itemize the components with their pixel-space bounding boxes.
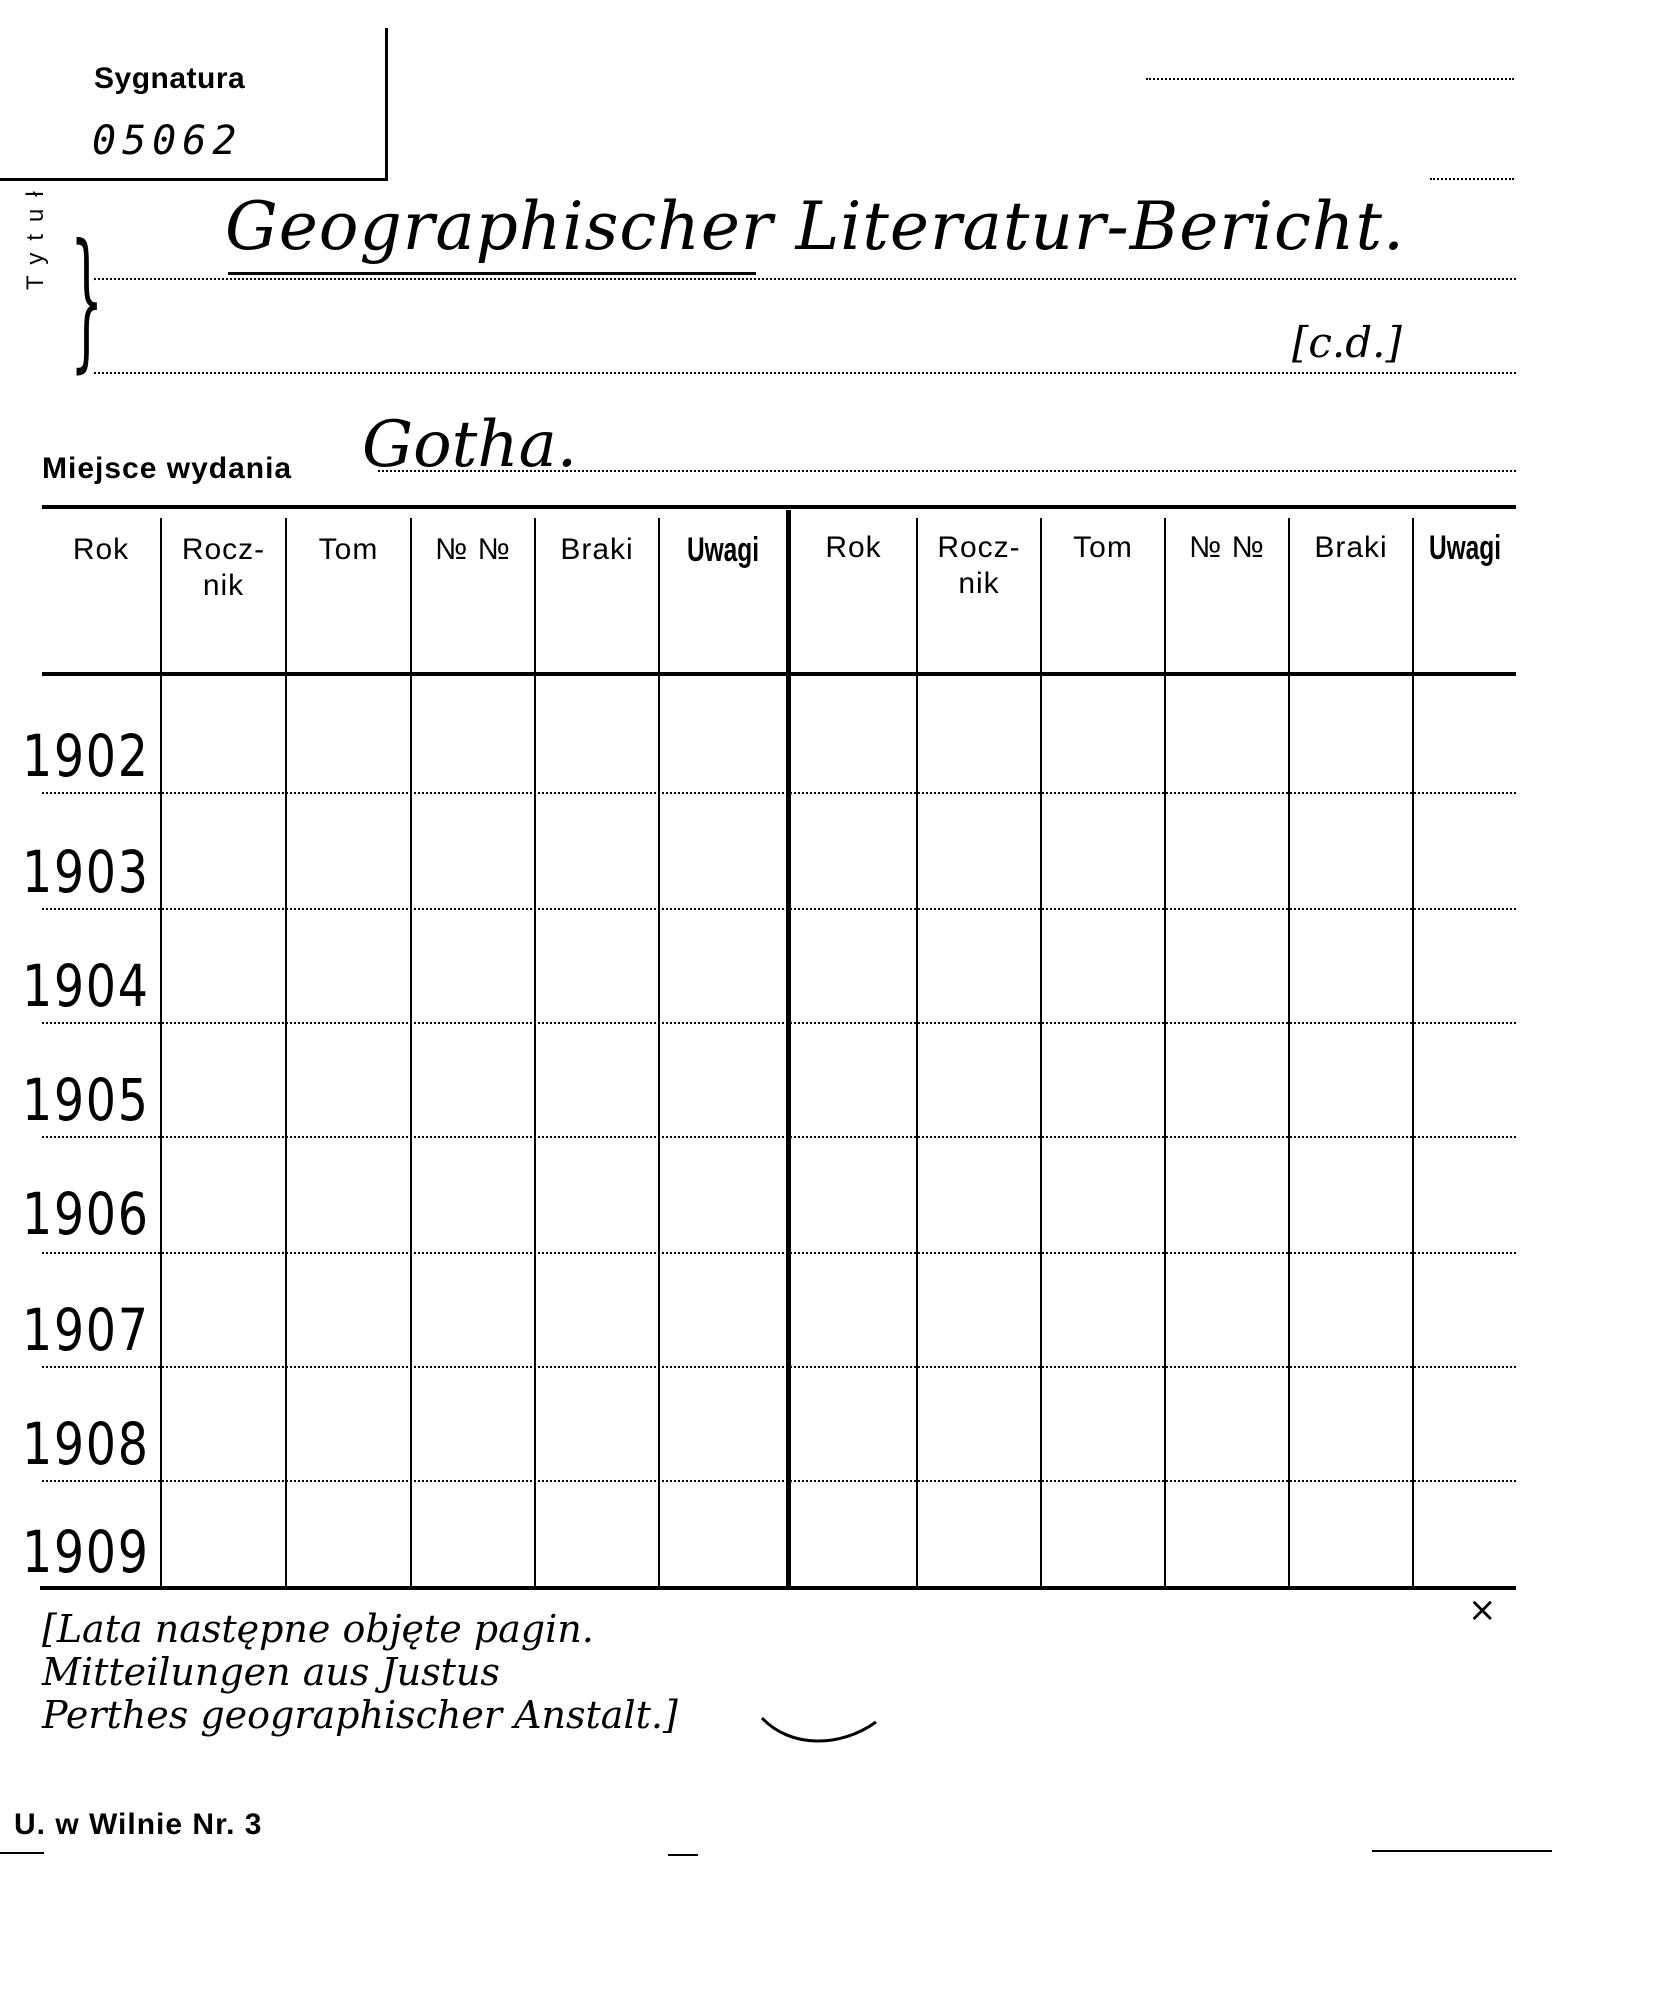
header-rocznik: Rocz- nik: [181, 533, 266, 602]
title-continuation-mark: [c.d.]: [1292, 318, 1402, 367]
year-cell[interactable]: 1908: [22, 1410, 150, 1478]
header-tom-right: Tom: [1073, 531, 1133, 564]
col-divider: [1040, 518, 1042, 1588]
cross-mark: ×: [1468, 1590, 1497, 1630]
col-divider: [658, 518, 660, 1588]
year-cell[interactable]: 1906: [22, 1180, 150, 1248]
footnote-swash: [760, 1712, 880, 1752]
year-cell[interactable]: 1907: [22, 1296, 150, 1364]
title-line-2: [94, 372, 1516, 374]
header-numery: № №: [435, 533, 511, 566]
header-uwagi-right: Uwagi: [1428, 529, 1502, 567]
table-top-rule: [42, 505, 1516, 509]
bottom-stroke: [1372, 1850, 1552, 1852]
col-divider: [534, 518, 536, 1588]
col-divider: [160, 518, 162, 1588]
header-tom: Tom: [318, 533, 379, 566]
row-line: [42, 1252, 1516, 1254]
col-divider: [285, 518, 287, 1588]
bottom-stroke: [0, 1852, 44, 1854]
row-line: [42, 1136, 1516, 1138]
row-line: [42, 1022, 1516, 1024]
year-cell[interactable]: 1905: [22, 1066, 150, 1134]
year-cell[interactable]: 1903: [22, 838, 150, 906]
header-braki: Braki: [560, 533, 634, 566]
row-line: [42, 792, 1516, 794]
title-brace: }: [70, 213, 104, 387]
top-dotted-line-short: [1430, 178, 1514, 180]
header-rocznik-right: Rocz- nik: [937, 531, 1021, 600]
place-line: [378, 470, 1516, 472]
row-line: [42, 1366, 1516, 1368]
signature-value[interactable]: 05062: [92, 118, 243, 164]
year-cell[interactable]: 1909: [22, 1518, 150, 1586]
signature-label: Sygnatura: [94, 62, 246, 95]
table-center-divider: [786, 510, 791, 1588]
header-numery-right: № №: [1189, 531, 1265, 564]
row-line: [42, 1480, 1516, 1482]
place-label: Miejsce wydania: [42, 452, 293, 485]
col-divider: [1412, 518, 1414, 1588]
col-divider: [1288, 518, 1290, 1588]
row-line: [42, 908, 1516, 910]
footnote-note: [Lata następne objęte pagin. Mitteilungen aus Justus Perthes geographischer Anstalt.]: [42, 1607, 678, 1737]
table-bottom-rule: [40, 1586, 1516, 1590]
col-divider: [410, 518, 412, 1588]
header-rok-right: Rok: [825, 531, 882, 564]
year-cell[interactable]: 1902: [22, 722, 150, 790]
header-uwagi: Uwagi: [686, 531, 760, 569]
top-dotted-line: [1146, 78, 1514, 80]
year-cell[interactable]: 1904: [22, 952, 150, 1020]
header-braki-right: Braki: [1314, 531, 1388, 564]
title-underline: [228, 272, 756, 275]
col-divider: [916, 518, 918, 1588]
title-value[interactable]: Geographischer Literatur-Bericht.: [225, 188, 1405, 265]
bottom-stroke: [668, 1854, 698, 1856]
place-value[interactable]: Gotha.: [362, 408, 578, 482]
title-label: Tytuł: [22, 179, 49, 290]
form-id: U. w Wilnie Nr. 3: [14, 1808, 263, 1841]
title-line-1: [94, 278, 1516, 280]
header-rok: Rok: [72, 533, 130, 566]
table-header-rule: [42, 672, 1516, 676]
col-divider: [1164, 518, 1166, 1588]
